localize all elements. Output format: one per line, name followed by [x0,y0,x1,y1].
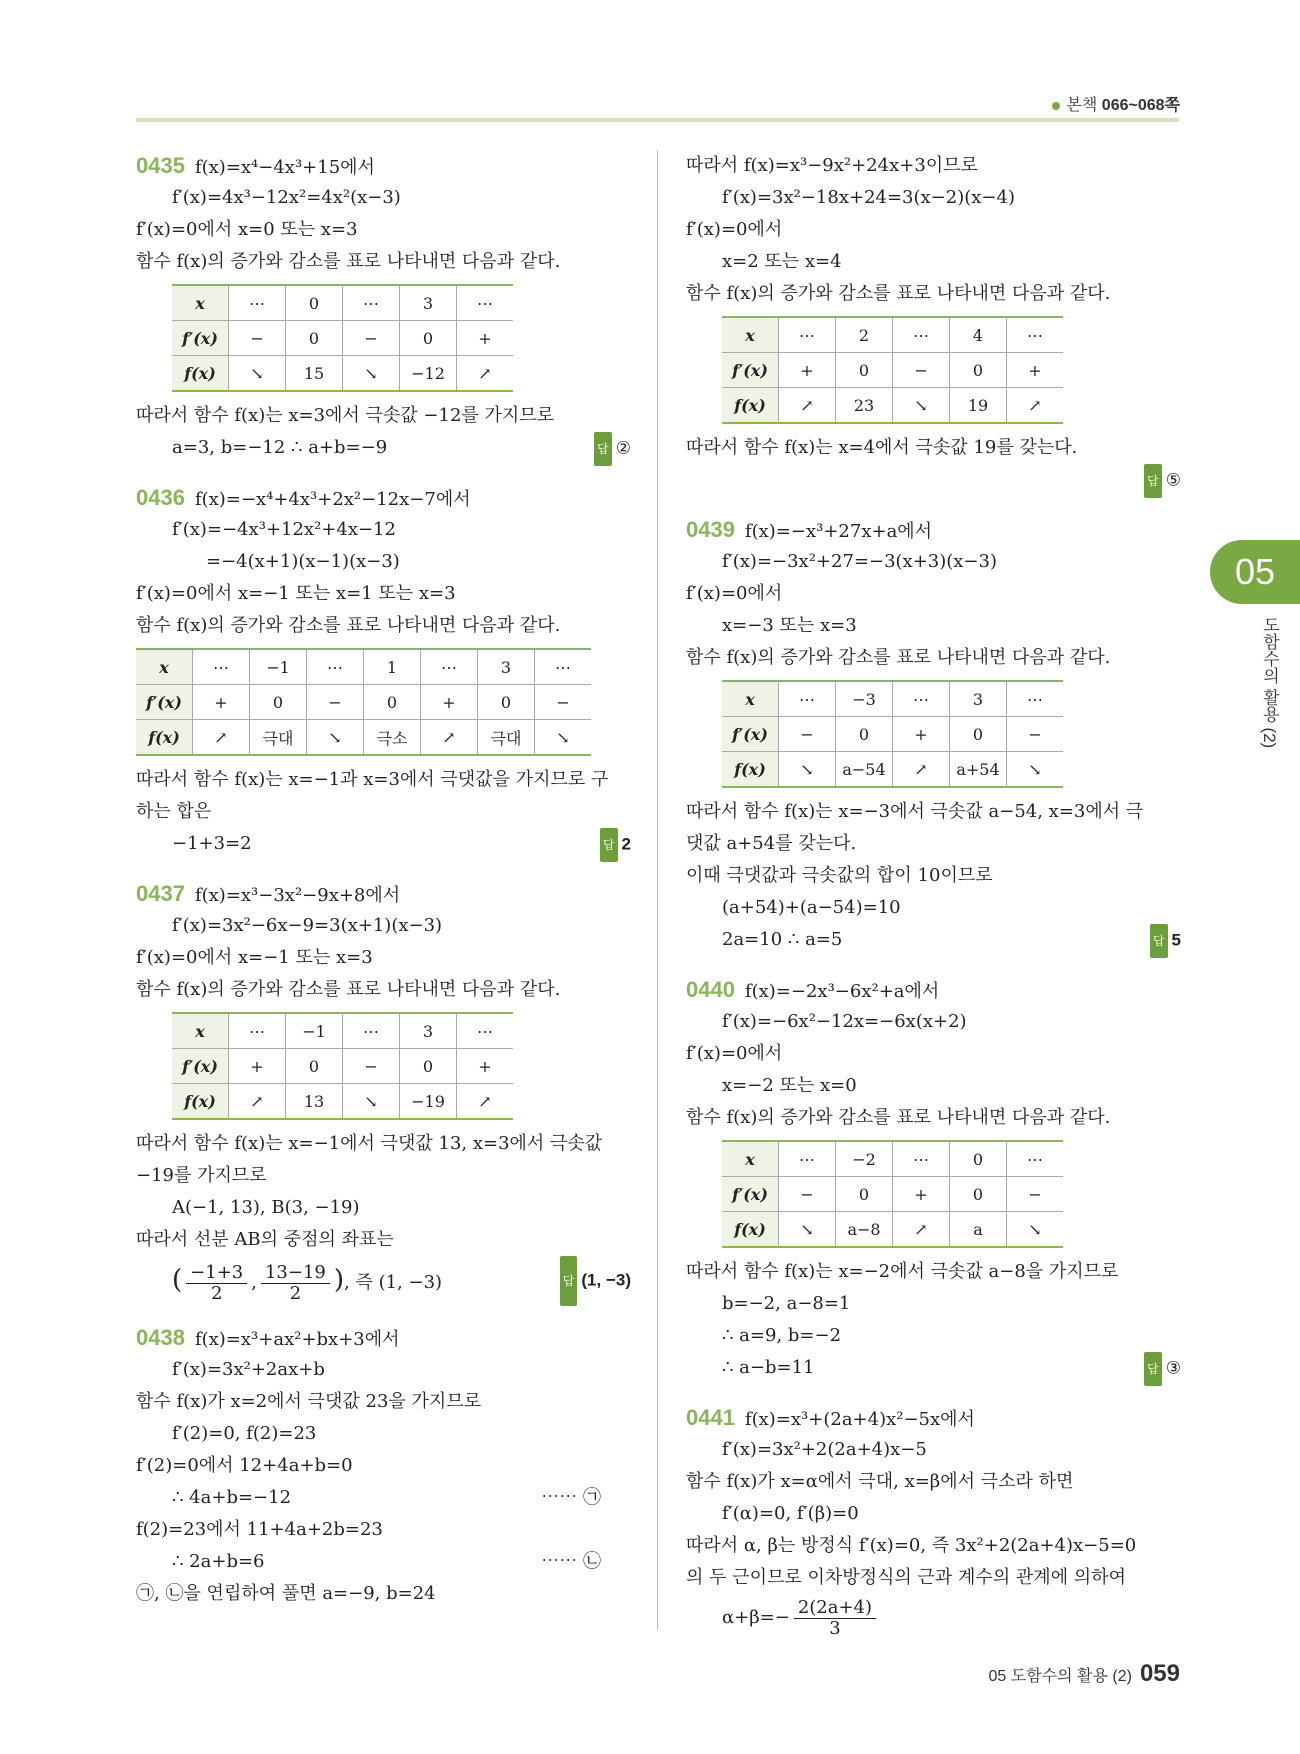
answer-box-icon: 답 [1144,1352,1162,1386]
table-header: x [172,285,229,321]
math-line: A(−1, 13), B(3, −19) [172,1197,360,1218]
table-cell: − [1007,1177,1064,1212]
problem-0435 [136,150,631,464]
answer-box-icon: 답 [594,432,612,466]
math-line: f(x)=x³−3x²−9x+8에서 [194,885,401,906]
math-line: (a+54)+(a−54)=10 [722,897,901,918]
table-header: f(x) [172,356,229,392]
math-line: ∴ 2a+b=6 [172,1551,265,1572]
math-line: f(x)=−x³+27x+a에서 [744,521,933,542]
text-line: 의 두 근이므로 이차방정식의 근과 계수의 관계에 의하여 [686,1567,1126,1588]
chapter-tab: 05 [1210,540,1300,604]
text-line: 하는 합은 [136,801,212,822]
math-line: −1+3=2 [172,833,252,854]
table-cell: 13 [286,1084,343,1120]
table-cell: ⋯ [343,285,400,321]
answer-box-icon: 답 [1150,924,1168,958]
table-cell: 극대 [478,720,535,756]
answer [594,432,631,466]
table-cell: − [343,1049,400,1084]
table-cell: ↗ [457,1084,514,1120]
table-cell: 4 [950,317,1007,353]
text-line: 함수 f(x)의 증가와 감소를 표로 나타내면 다음과 같다. [136,615,561,636]
problem-number: 0440 [686,977,735,1002]
table-cell: ↘ [893,388,950,424]
table-header: f′(x) [136,685,193,720]
table-header: x [136,649,193,685]
problem-number: 0437 [136,881,185,906]
equation-marker: ⋯⋯ ㉠ [541,1487,601,1508]
table-header: f′(x) [722,1177,779,1212]
text-line: 따라서 함수 f(x)는 x=−3에서 극솟값 a−54, x=3에서 극 [686,801,1144,822]
table-header: x [722,1141,779,1177]
problem-0439 [686,514,1181,956]
text-line: 따라서 함수 f(x)는 x=−1에서 극댓값 13, x=3에서 극솟값 [136,1133,603,1154]
text-line: 함수 f(x)의 증가와 감소를 표로 나타내면 다음과 같다. [136,251,561,272]
answer-value: 5 [1171,930,1181,950]
table-cell: ↘ [535,720,592,756]
increase-decrease-table [722,680,1063,788]
table-cell: 0 [400,321,457,356]
header-rule [136,118,1179,122]
table-cell: + [457,321,514,356]
fraction [261,1263,330,1304]
table-cell: ⋯ [457,285,514,321]
table-cell: 15 [286,356,343,392]
math-line: f′(x)=3x²+2ax+b [172,1359,325,1380]
answer [1144,464,1181,498]
table-cell: ⋯ [193,649,250,685]
table-cell: ↘ [343,1084,400,1120]
table-cell: 0 [286,321,343,356]
problem-0441 [686,1402,1181,1642]
table-cell: ↘ [229,356,286,392]
answer-value: ⑤ [1165,470,1181,490]
bullet-dot-icon [1052,102,1060,110]
right-column [686,150,1181,1642]
answer-value: ③ [1165,1358,1181,1378]
table-cell: ↗ [893,1212,950,1248]
table-cell: −2 [836,1141,893,1177]
answer-value: (1, −3) [581,1270,631,1290]
paren-close: ) [333,1265,345,1295]
table-cell: 0 [836,717,893,752]
problem-0440 [686,974,1181,1384]
problem-number: 0438 [136,1325,185,1350]
table-cell: 3 [400,1013,457,1049]
answer-value: ② [615,438,631,458]
table-cell: + [1007,353,1064,388]
table-cell: ⋯ [893,317,950,353]
answer-value: 2 [621,834,631,854]
table-cell: ⋯ [229,285,286,321]
increase-decrease-table [172,1012,513,1120]
table-cell: 0 [950,717,1007,752]
math-line: f(x)=−2x³−6x²+a에서 [744,981,940,1002]
table-cell: 23 [836,388,893,424]
math-line: =−4(x+1)(x−1)(x−3) [206,551,400,572]
problem-0437 [136,878,631,1304]
ref-label: 본책 [1066,97,1098,114]
table-cell: + [229,1049,286,1084]
equation-marker: ⋯⋯ ㉡ [541,1551,601,1572]
table-cell: + [779,353,836,388]
text-line: 함수 f(x)가 x=2에서 극댓값 23을 가지므로 [136,1391,482,1412]
math-line: f′(x)=0에서 [686,219,783,240]
fraction-denominator: 3 [829,1617,841,1639]
table-cell: − [535,685,592,720]
table-header: f′(x) [722,717,779,752]
math-line: α+β=− [722,1607,790,1628]
math-line: 따라서 f(x)=x³−9x²+24x+3이므로 [686,155,978,176]
math-line: 2a=10 ∴ a=5 [722,929,843,950]
problem-number: 0435 [136,153,185,178]
table-cell: ↘ [307,720,364,756]
table-cell: ↗ [457,356,514,392]
text-line: 따라서 함수 f(x)는 x=−2에서 극솟값 a−8을 가지므로 [686,1261,1119,1282]
increase-decrease-table [722,316,1063,424]
table-cell: − [229,321,286,356]
table-cell: 19 [950,388,1007,424]
table-cell: ↘ [779,1212,836,1248]
answer [1144,1352,1181,1386]
problem-0438-continued [686,150,1181,496]
text-line: 댓값 a+54를 갖는다. [686,833,857,854]
table-cell: ↘ [779,752,836,788]
table-cell: ⋯ [535,649,592,685]
table-cell: 0 [364,685,421,720]
math-line: f′(2)=0, f(2)=23 [172,1423,317,1444]
math-line: f′(x)=4x³−12x²=4x²(x−3) [172,187,401,208]
fraction-denominator: 2 [210,1282,223,1304]
table-header: f′(x) [722,353,779,388]
table-cell: − [307,685,364,720]
math-line: x=−3 또는 x=3 [722,615,857,636]
table-cell: 0 [286,285,343,321]
table-cell: + [893,717,950,752]
table-cell: ⋯ [893,1141,950,1177]
math-line: f′(x)=0에서 x=−1 또는 x=1 또는 x=3 [136,583,456,604]
page-number: 059 [1139,1660,1180,1687]
math-line: f(2)=23에서 11+4a+2b=23 [136,1519,383,1540]
text-line: 함수 f(x)의 증가와 감소를 표로 나타내면 다음과 같다. [686,647,1111,668]
table-cell: ⋯ [457,1013,514,1049]
math-line: f(x)=x³+(2a+4)x²−5x에서 [744,1409,975,1430]
math-line: ㉠, ㉡을 연립하여 풀면 a=−9, b=24 [136,1583,436,1604]
fraction-numerator: 13−19 [261,1263,330,1284]
problem-number: 0439 [686,517,735,542]
math-line: ∴ a−b=11 [722,1357,815,1378]
text-line: 함수 f(x)가 x=α에서 극대, x=β에서 극소라 하면 [686,1471,1074,1492]
increase-decrease-table [136,648,591,756]
fraction [186,1263,247,1304]
math-line: f′(x)=0에서 [686,1043,783,1064]
table-cell: ⋯ [1007,317,1064,353]
table-cell: −1 [250,649,307,685]
math-line: x=−2 또는 x=0 [722,1075,857,1096]
math-line: f(x)=−x⁴+4x³+2x²−12x−7에서 [194,489,471,510]
table-cell: 0 [286,1049,343,1084]
footer-chapter: 05 도함수의 활용 (2) [988,1668,1132,1685]
problem-number: 0436 [136,485,185,510]
table-cell: ⋯ [229,1013,286,1049]
table-cell: 3 [478,649,535,685]
text-line: 따라서 함수 f(x)는 x=4에서 극솟값 19를 갖는다. [686,437,1078,458]
table-cell: −3 [836,681,893,717]
table-cell: 0 [400,1049,457,1084]
table-cell: ↗ [193,720,250,756]
text-line: 함수 f(x)의 증가와 감소를 표로 나타내면 다음과 같다. [686,283,1111,304]
table-cell: ↗ [779,388,836,424]
text-line: 따라서 선분 AB의 중점의 좌표는 [136,1229,394,1250]
table-header: f′(x) [172,321,229,356]
table-header: f(x) [722,388,779,424]
table-cell: ⋯ [893,681,950,717]
table-cell: 0 [950,1141,1007,1177]
table-cell: 2 [836,317,893,353]
chapter-side-label: 도함수의 활용 (2) [1260,616,1279,749]
problem-0436 [136,482,631,860]
table-header: x [722,317,779,353]
table-header: x [722,681,779,717]
table-cell: − [893,353,950,388]
math-line: f′(x)=0에서 x=−1 또는 x=3 [136,947,373,968]
table-cell: ↗ [893,752,950,788]
table-cell: 0 [836,1177,893,1212]
table-cell: −12 [400,356,457,392]
table-cell: ⋯ [779,1141,836,1177]
fraction-denominator: 2 [289,1282,302,1304]
table-cell: + [893,1177,950,1212]
table-cell: ↗ [229,1084,286,1120]
math-line: f′(x)=−3x²+27=−3(x+3)(x−3) [722,551,997,572]
table-cell: 0 [478,685,535,720]
answer [560,1256,631,1306]
text-line: −19를 가지므로 [136,1165,267,1186]
left-column [136,150,631,1610]
increase-decrease-table [172,284,513,392]
text-line: 따라서 함수 f(x)는 x=3에서 극솟값 −12를 가지므로 [136,405,555,426]
table-cell: + [421,685,478,720]
column-divider [657,150,658,1630]
page-footer [989,1660,1180,1688]
table-header: f(x) [722,1212,779,1248]
math-line: ∴ a=9, b=−2 [722,1325,842,1346]
math-line: f′(x)=−6x²−12x=−6x(x+2) [722,1011,967,1032]
table-cell: 0 [950,1177,1007,1212]
math-line: x=2 또는 x=4 [722,251,842,272]
answer-box-icon: 답 [600,828,618,862]
math-line: f′(x)=0에서 x=0 또는 x=3 [136,219,358,240]
table-cell: 극소 [364,720,421,756]
table-cell: a [950,1212,1007,1248]
table-cell: −1 [286,1013,343,1049]
table-header: f′(x) [172,1049,229,1084]
table-cell: ⋯ [779,317,836,353]
text-line: 따라서 함수 f(x)는 x=−1과 x=3에서 극댓값을 가지므로 구 [136,769,609,790]
math-line: f′(x)=3x²+2(2a+4)x−5 [722,1439,927,1460]
fraction-numerator: −1+3 [186,1263,247,1284]
answer-box-icon: 답 [1144,464,1162,498]
table-cell: ⋯ [1007,1141,1064,1177]
problem-0438 [136,1322,631,1610]
table-cell: ↘ [1007,1212,1064,1248]
table-cell: a+54 [950,752,1007,788]
table-cell: 0 [250,685,307,720]
table-cell: ↗ [1007,388,1064,424]
table-cell: 0 [950,353,1007,388]
text-line: 이때 극댓값과 극솟값의 합이 10이므로 [686,865,993,886]
math-line: f′(x)=3x²−18x+24=3(x−2)(x−4) [722,187,1015,208]
table-cell: − [1007,717,1064,752]
table-cell: + [457,1049,514,1084]
text-line: 함수 f(x)의 증가와 감소를 표로 나타내면 다음과 같다. [686,1107,1111,1128]
table-cell: ⋯ [307,649,364,685]
text-line: 함수 f(x)의 증가와 감소를 표로 나타내면 다음과 같다. [136,979,561,1000]
table-cell: − [343,321,400,356]
text-line: 따라서 α, β는 방정식 f′(x)=0, 즉 3x²+2(2a+4)x−5=0 [686,1535,1137,1556]
table-cell: 극대 [250,720,307,756]
table-header: f(x) [136,720,193,756]
table-cell: ↘ [1007,752,1064,788]
table-header: f(x) [722,752,779,788]
math-text: , 즉 (1, −3) [344,1272,443,1293]
math-line: f(x)=x³+ax²+bx+3에서 [194,1329,400,1350]
increase-decrease-table [722,1140,1063,1248]
table-header: x [172,1013,229,1049]
math-line: ∴ 4a+b=−12 [172,1487,292,1508]
table-cell: − [779,1177,836,1212]
table-cell: ⋯ [1007,681,1064,717]
ref-pages: 066~068쪽 [1101,97,1180,114]
table-cell: ⋯ [421,649,478,685]
fraction-numerator: 2(2a+4) [794,1598,876,1619]
table-cell: + [193,685,250,720]
answer [600,828,631,862]
table-cell: 3 [950,681,1007,717]
fraction [794,1598,876,1639]
table-cell: ↘ [343,356,400,392]
table-cell: ⋯ [343,1013,400,1049]
table-cell: ⋯ [779,681,836,717]
table-cell: 3 [400,285,457,321]
math-line: b=−2, a−8=1 [722,1293,851,1314]
problem-number: 0441 [686,1405,735,1430]
page-reference [1052,92,1180,115]
table-cell: 0 [836,353,893,388]
table-cell: 1 [364,649,421,685]
midpoint-expression: ( $\frac{-1+3}{2}$ , $\frac{13-19}{2}$ ), 즉 (1, −3) 답 (1, −3) [136,1256,631,1304]
table-cell: a−8 [836,1212,893,1248]
math-line: f(x)=x⁴−4x³+15에서 [194,157,375,178]
math-line: a=3, b=−12 ∴ a+b=−9 [172,437,388,458]
table-cell: ↗ [421,720,478,756]
math-line: f′(x)=−4x³+12x²+4x−12 [172,519,396,540]
math-line: f′(x)=3x²−6x−9=3(x+1)(x−3) [172,915,443,936]
paren-open: ( [172,1265,183,1295]
math-line: f′(2)=0에서 12+4a+b=0 [136,1455,353,1476]
math-line: f′(x)=0에서 [686,583,783,604]
table-header: f(x) [172,1084,229,1120]
table-cell: −19 [400,1084,457,1120]
math-line: f′(α)=0, f′(β)=0 [722,1503,859,1524]
table-cell: − [779,717,836,752]
table-cell: a−54 [836,752,893,788]
answer-box-icon: 답 [560,1256,578,1306]
answer [1150,924,1181,958]
